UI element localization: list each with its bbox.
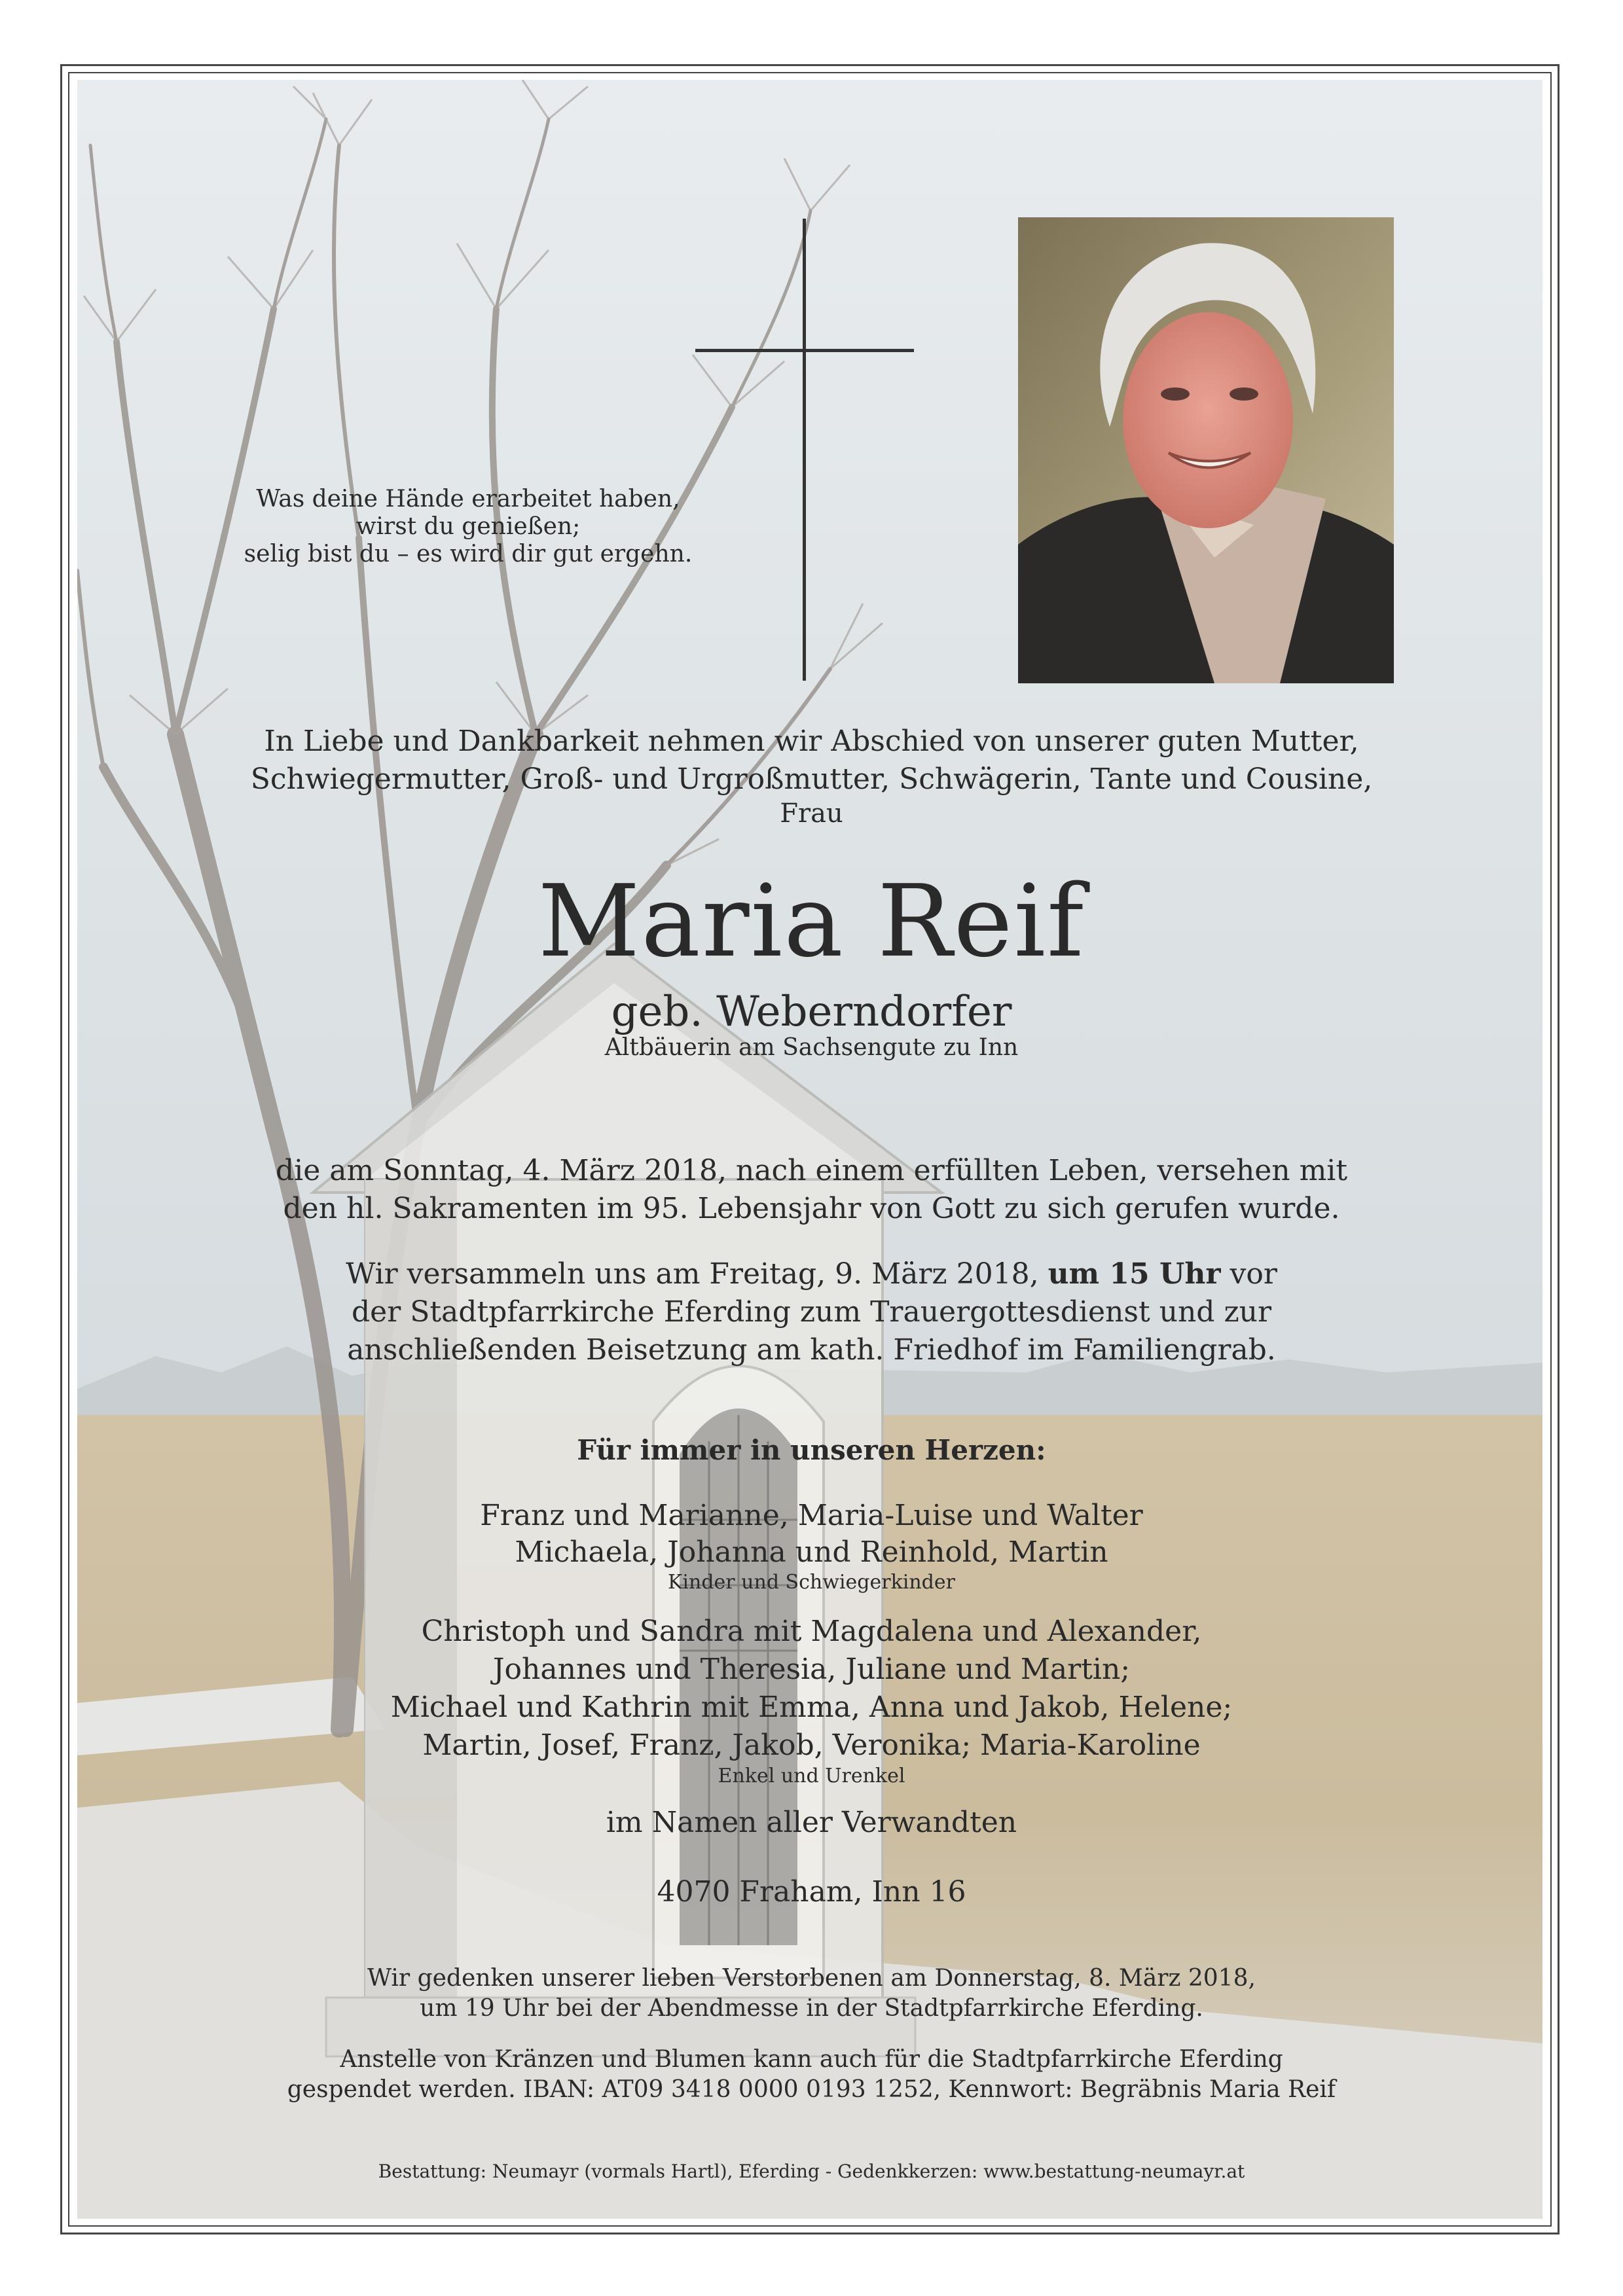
- grandchildren-line: Johannes und Theresia, Juliane und Martin;: [492, 1653, 1131, 1686]
- memorial-line: um 19 Uhr bei der Abendmesse in der Stadtpfarrkirche Eferding.: [420, 1995, 1203, 2022]
- grandchildren-label: Enkel und Urenkel: [718, 1765, 905, 1787]
- funeral-line: der Stadtpfarrkirche Eferding zum Trauergottesdienst und zur: [352, 1295, 1271, 1329]
- motto-line: wirst du genießen;: [356, 513, 581, 540]
- relatives-line: im Namen aller Verwandten: [606, 1806, 1017, 1839]
- birth-name: geb. Weberndorfer: [611, 988, 1012, 1036]
- death-notice-line: den hl. Sakramenten im 95. Lebensjahr von Gott zu sich gerufen wurde.: [283, 1192, 1340, 1225]
- children-line: Michaela, Johanna und Reinhold, Martin: [515, 1535, 1108, 1569]
- grandchildren-list: [0, 1613, 1623, 1765]
- funeral-line: anschließenden Beisetzung am kath. Friedhof im Familiengrab.: [347, 1333, 1276, 1367]
- funeral-time: um 15 Uhr: [1048, 1257, 1221, 1291]
- funeral-date: Wir versammeln uns am Freitag, 9. März 2018,: [346, 1257, 1039, 1291]
- footer-funeral-home: Bestattung: Neumayr (vormals Hartl), Eferding - Gedenkkerzen: www.bestattung-neumayr.at: [378, 2161, 1245, 2182]
- grandchildren-line: Martin, Josef, Franz, Jakob, Veronika; Maria-Karoline: [422, 1729, 1201, 1762]
- donation-line: Anstelle von Kränzen und Blumen kann auch für die Stadtpfarrkirche Eferding: [340, 2046, 1283, 2073]
- intro-line: Schwiegermutter, Groß- und Urgroßmutter, Schwägerin, Tante und Cousine,: [250, 762, 1373, 796]
- donation-line: gespendet werden. IBAN: AT09 3418 0000 0193 1252, Kennwort: Begräbnis Maria Reif: [287, 2076, 1336, 2103]
- cross-vertical-bar: [803, 219, 806, 681]
- grandchildren-line: Christoph und Sandra mit Magdalena und Alexander,: [421, 1615, 1202, 1648]
- death-notice-line: die am Sonntag, 4. März 2018, nach einem erfüllten Leben, versehen mit: [275, 1154, 1348, 1187]
- motto-line: Was deine Hände erarbeitet haben,: [256, 486, 680, 512]
- funeral-location-prefix: vor: [1230, 1257, 1277, 1291]
- children-line: Franz und Marianne, Maria-Luise und Walter: [480, 1499, 1143, 1532]
- donation-notice: [0, 2045, 1623, 2105]
- intro-line: Frau: [780, 798, 843, 829]
- portrait-photo: [1018, 217, 1394, 683]
- intro-line: In Liebe und Dankbarkeit nehmen wir Abschied von unserer guten Mutter,: [264, 725, 1359, 758]
- motto-verse: [216, 486, 720, 568]
- death-notice: [0, 1152, 1623, 1228]
- children-list: [0, 1498, 1623, 1571]
- family-address: 4070 Fraham, Inn 16: [657, 1875, 966, 1909]
- cross-horizontal-bar: [695, 349, 914, 352]
- children-label: Kinder und Schwiegerkinder: [668, 1571, 955, 1594]
- mourners-heading: Für immer in unseren Herzen:: [577, 1434, 1046, 1466]
- deceased-name: Maria Reif: [538, 863, 1085, 979]
- memorial-line: Wir gedenken unserer lieben Verstorbenen am Donnerstag, 8. März 2018,: [367, 1965, 1256, 1992]
- motto-line: selig bist du – es wird dir gut ergehn.: [244, 541, 693, 567]
- intro-text: [0, 723, 1623, 829]
- memorial-notice: [0, 1964, 1623, 2024]
- funeral-line: [0, 1255, 1623, 1293]
- grandchildren-line: Michael und Kathrin mit Emma, Anna und Jakob, Helene;: [390, 1691, 1233, 1724]
- funeral-notice: [0, 1255, 1623, 1369]
- deceased-description: Altbäuerin am Sachsengute zu Inn: [604, 1034, 1019, 1061]
